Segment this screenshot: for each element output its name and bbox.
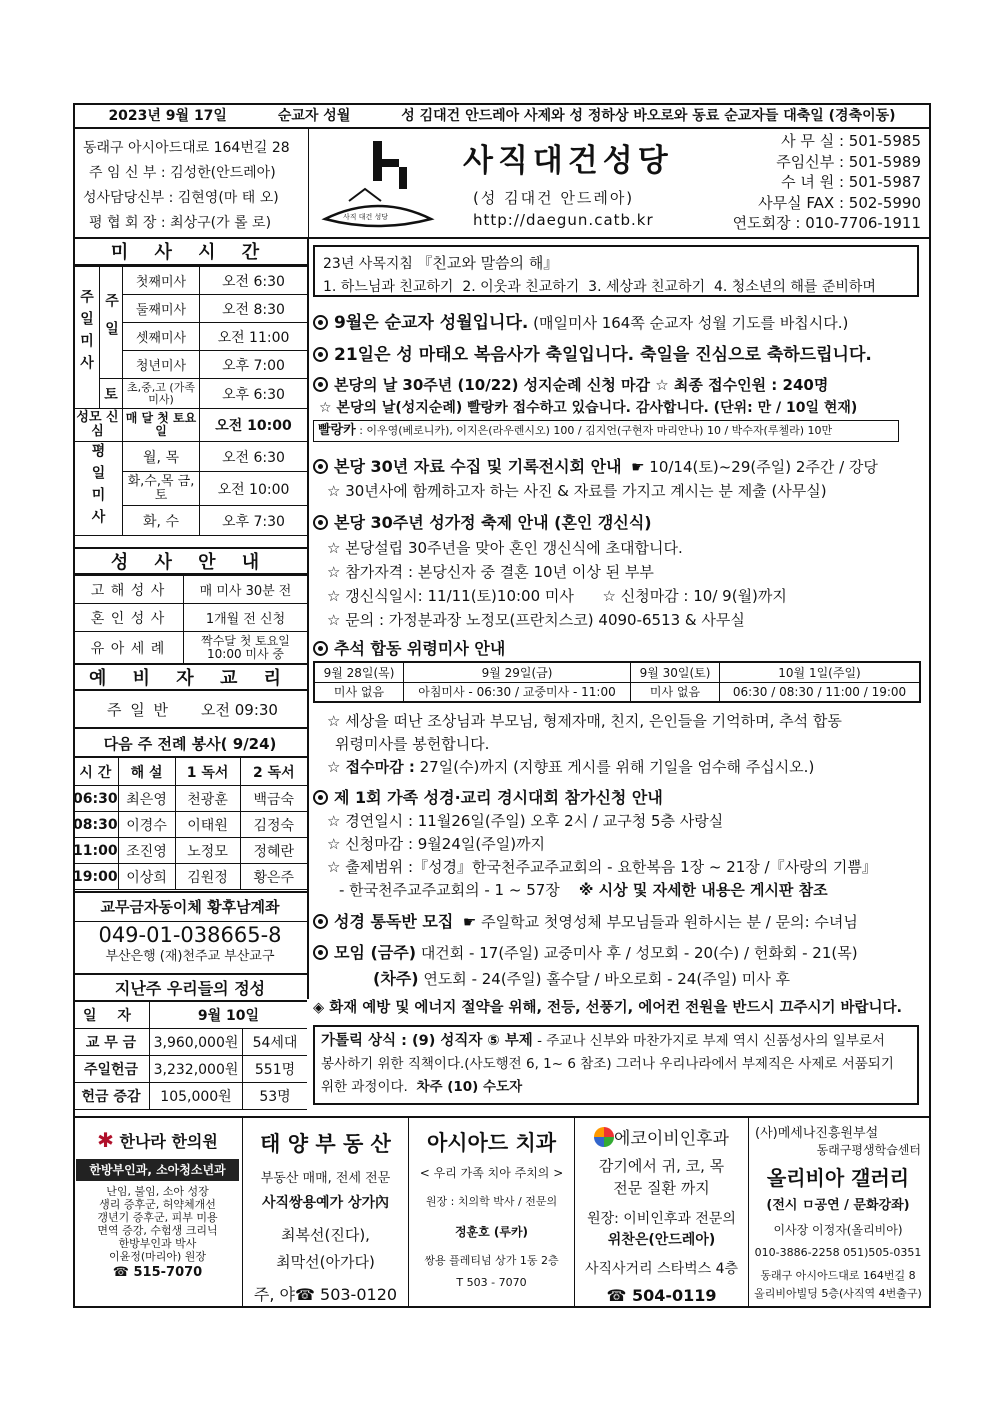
sacrament-value: 매 미사 30분 전 [184,576,308,604]
offering-date: 9월 10일 [150,1002,308,1029]
sacraments-title: 성 사 안 내 [73,547,307,575]
liturgy-title: 다음 주 전례 봉사( 9/24) [73,727,307,757]
contact-office: 사 무 실 : 501-5985 [781,132,921,150]
catechism-class [73,691,307,727]
ad-dental-name: 아시아드 치과 [426,1131,557,1155]
notice-meetings-next: (차주) 연도회 - 24(주일) 홀수달 / 바오로회 - 24(주일) 미사 후 [373,969,791,988]
ad-taeyang-tel: 주, 야☎ 503-0120 [253,1285,398,1304]
chuseok-mass: 미사 없음 [314,682,404,702]
ad-taeyang [243,1118,409,1306]
table-row [73,786,307,812]
festival-line: ☆ 본당설립 30주년을 맞아 혼인 갱신식에 초대합니다. [327,539,683,557]
holy-mass-time: 오전 10:00 [200,409,308,442]
notice-palanca-info: ☆ 본당의 날(성지순례) 빨랑카 접수하고 있습니다. 감사합니다. (단위: 만 / 10일 현재) [319,400,858,416]
mass-name: 셋째미사 [123,323,200,351]
ad-olivia-line: 동래구 아시아드대로 164번길 8 [760,1269,916,1282]
mass-time: 오전 6:30 [200,267,308,295]
pastoral-title: 23년 사목지침 『친교와 말씀의 해』 [323,254,559,272]
church-patron: (성 김대건 안드레아) [473,189,635,207]
notice-martyrs: 9월은 순교자 성월입니다. (매일미사 164쪽 순교자 성월 기도를 바칩시다.) [313,308,848,333]
offering-date-label: 일 자 [73,1002,150,1029]
chuseok-line: 위령미사를 봉헌합니다. [335,735,490,753]
ad-olivia-line: 올리비아빌딩 5층(사직역 4번출구) [754,1287,922,1300]
liturgy-cell: 정혜란 [240,838,307,864]
liturgy-cell: 백금숙 [240,786,307,812]
bullet-icon [313,945,328,960]
offering-amount: 105,000원 [150,1083,243,1110]
parish-address: 동래구 아시아드대로 164번길 28 [83,140,290,156]
festival-line: ☆ 갱신식일시: 11/11(토)10:00 미사 ☆ 신청마감 : 10/ 9(월)까지 [327,587,787,605]
sacrament-name: 혼 인 성 사 [73,604,184,632]
account-number: 049-01-038665-8 [98,923,282,947]
liturgy-cell: 황은주 [240,864,307,890]
liturgy-cell: 조진영 [118,838,175,864]
liturgy-time: 19:00 [73,864,118,890]
chuseok-line: ☆ 세상을 떠난 조상님과 부모님, 형제자매, 친지, 은인들을 기억하며, 추석 합동 [327,712,842,730]
ad-hannara-name: ✱ 한나라 한의원 [97,1128,218,1152]
ad-taeyang-line: 최복선(진다), [281,1226,370,1244]
table-row [73,812,307,838]
catechism-time: 오전 09:30 [201,701,278,719]
holy-label: 성모 신심 [73,409,123,442]
liturgy-cell: 김정숙 [240,812,307,838]
notice-matthew: 21일은 성 마태오 복음사가 축일입니다. 축일을 진심으로 축하드립니다. [313,340,872,365]
mass-name: 청년미사 [123,351,200,379]
contact-yeondo: 연도회장 : 010-7706-1911 [732,214,921,232]
notice-bible-contest: 제 1회 가족 성경·교리 경시대회 참가신청 안내 [313,785,663,808]
ad-eco-line: 감기에서 귀, 코, 목 [598,1157,725,1175]
left-column [73,239,309,999]
catechism-title: 예 비 자 교 리 [73,663,307,691]
liturgy-header: 2 독서 [240,758,307,786]
flower-icon: ✱ [97,1128,114,1152]
info-band [73,129,931,239]
sacrament-value: 짝수달 첫 토요일 10:00 미사 중 [184,632,308,664]
catholic-knowledge-box [313,1025,919,1105]
bullet-icon [313,641,328,656]
ad-taeyang-line: 최막선(아가다) [276,1253,375,1271]
liturgy-header: 시 간 [73,758,118,786]
offering-table [73,1001,307,1110]
ad-eco-name: 에코이비인후과 [575,1124,748,1149]
holy-mass-name: 매 달 첫 토요일 [123,409,200,442]
ad-olivia-line: (사)메세나진흥원부설 [755,1126,879,1141]
bullet-icon [313,459,328,474]
sunday-sub-label: 주일 [100,267,123,379]
mass-time: 오후 7:30 [200,506,308,536]
ad-eco-tel: ☎ 504-0119 [606,1286,717,1305]
liturgy-cell: 이경수 [118,812,175,838]
notice-bible-reading: 성경 통독반 모집 ☛ 주일학교 첫영성체 부모님들과 원하시는 분 / 문의: 수녀님 [313,909,858,932]
pastoral-items: 1. 하느님과 친교하기 2. 이웃과 친교하기 3. 세상과 친교하기 4. 청소년의 해를 준비하며 [323,279,876,295]
offering-count: 551명 [243,1056,308,1083]
mass-time: 오전 6:30 [200,442,308,472]
logo-text: 사직 대건 성당 [343,213,389,221]
ad-olivia-line: 이사장 이정자(올리비아) [773,1223,903,1237]
offering-name: 주일헌금 [73,1056,150,1083]
ad-hannara-body: 난임, 불임, 소아 성장 생리 증후군, 허약체개선 갱년기 증후군, 피부 미용 면역 증강, 수험생 크리닉 한방부인과 박사 이윤정(마리아) 원장 [97,1185,218,1263]
notice-exhibition: 본당 30년 자료 수집 및 기록전시회 안내 ☛ 10/14(토)~29(주일) 2주간 / 강당 [313,454,878,477]
account-bank: 부산은행 (재)천주교 부산교구 [105,949,275,964]
ad-eco-ent [575,1118,749,1306]
offering-name: 헌금 증감 [73,1083,150,1110]
ad-olivia-line: (전시 ㅁ공연 / 문화강좌) [766,1198,910,1213]
contest-line: - 한국천주교주교회의 - 1 ~ 57장 ※ 시상 및 자세한 내용은 게시판 참조 [339,881,828,899]
chuseok-day: 9월 30일(토) [631,662,720,682]
liturgy-time: 08:30 [73,812,118,838]
liturgy-table [73,757,307,890]
ad-taeyang-line: 부동산 매매, 전세 전문 [260,1171,391,1186]
mass-title: 미 사 시 간 [73,239,307,266]
weekday-mass-label: 평일미사 [73,442,123,536]
parish-staff [73,129,309,237]
table-row [73,838,307,864]
offering-count: 54세대 [243,1029,308,1056]
knowledge-line: 가톨릭 상식 : (9) 성직자 ⑤ 부제 - 주교나 신부와 마찬가지로 부제 역시 신품성사의 일부로서 [321,1033,885,1049]
bullet-icon [313,914,328,929]
church-logo [319,137,437,229]
contact-fax: 사무실 FAX : 502-5990 [758,193,921,212]
ad-olivia-gallery [749,1118,927,1306]
festival-line: ☆ 문의 : 가정분과장 노정모(프란치스코) 4090-6513 & 사무실 [327,611,745,629]
notice-chuseok: 추석 합동 위령미사 안내 [313,636,505,659]
chuseok-deadline: ☆ 접수마감 : 27일(수)까지 (지향표 게시를 위해 기일을 엄수해 주십시오.) [327,758,815,776]
notice-pilgrimage: 본당의 날 30주년 (10/22) 성지순례 신청 마감 ☆ 최종 접수인원 : 240명 [313,374,828,395]
ad-hannara-tel: ☎ 515-7070 [112,1265,203,1280]
offering-title: 지난주 우리들의 정성 [73,973,307,1001]
liturgy-header: 1 독서 [175,758,240,786]
account-box [73,891,307,973]
notice-meetings: 모임 (금주) 대건회 - 17(주일) 교중미사 후 / 성모회 - 20(수) / 헌화회 - 21(목) [313,940,858,963]
ad-olivia-line: 동래구평생학습센터 [816,1143,921,1157]
bulletin-header [73,103,931,129]
church-name: 사직대건성당 [463,143,673,179]
mass-table [73,266,307,536]
ad-dental-line: < 우리 가족 치아 주치의 > [419,1166,564,1180]
notice-family-festival: 본당 30주년 성가정 축제 안내 (혼인 갱신식) [313,510,652,533]
chuseok-table [313,661,921,703]
assistant-line: 성사담당신부 : 김현영(마 태 오) [83,190,279,206]
mass-time: 오전 8:30 [200,295,308,323]
saturday-label: 토 [100,379,123,409]
chuseok-day: 9월 28일(목) [314,662,404,682]
liturgy-time: 06:30 [73,786,118,812]
offering-name: 교 무 금 [73,1029,150,1056]
liturgy-cell: 김원정 [175,864,240,890]
ad-dental-line: 정훈호 (루카) [454,1225,529,1239]
ad-olivia-name: 올리비아 갤러리 [766,1166,910,1190]
saturday-mass-name: 초,중,고 (가족미사) [123,379,200,409]
contest-line: ☆ 신청마감 : 9월24일(주일)까지 [327,835,546,853]
ad-dental-tel: T 503 - 7070 [456,1276,527,1289]
offering-amount: 3,232,000원 [150,1056,243,1083]
liturgy-header: 해 설 [118,758,175,786]
feast-title: 성 김대건 안드레아 사제와 성 정하상 바오로와 동료 순교자들 대축일 (경축이동) [401,108,896,124]
sacrament-value: 1개월 전 신청 [184,604,308,632]
offering-amount: 3,960,000원 [150,1029,243,1056]
liturgical-season: 순교자 성월 [277,108,351,124]
contact-pastor: 주임신부 : 501-5989 [776,152,921,171]
mass-time: 오전 11:00 [200,323,308,351]
pastoral-box [313,245,919,297]
liturgy-cell: 노정모 [175,838,240,864]
chuseok-mass: 아침미사 - 06:30 / 교중미사 - 11:00 [404,682,631,702]
church-url[interactable]: http://daegun.catb.kr [473,211,654,229]
mass-name: 화,수,목 금, 토 [123,472,200,506]
ad-eco-line: 원장: 이비인후과 전문의 [587,1211,736,1227]
ad-olivia-line: 010-3886-2258 051)505-0351 [754,1246,922,1259]
ad-eco-line: 전문 질환 까지 [613,1179,710,1197]
ad-dental-line: 쌍용 플레티넘 상가 1동 2층 [424,1254,559,1267]
liturgy-cell: 최은영 [118,786,175,812]
ad-asiad-dental [409,1118,575,1306]
eco-logo-icon [594,1127,614,1147]
notices [313,306,925,1016]
ad-eco-line: 사직사거리 스타벅스 4층 [584,1261,739,1277]
bullet-icon [313,790,328,805]
mass-name: 첫째미사 [123,267,200,295]
liturgy-cell: 이상희 [118,864,175,890]
offering-count: 53명 [243,1083,308,1110]
liturgy-cell: 천광훈 [175,786,240,812]
bullet-icon [313,377,328,392]
chuseok-day: 10월 1일(주일) [720,662,921,682]
notice-fire-safety: ◈ 화재 예방 및 에너지 절약을 위해, 전등, 선풍기, 에어컨 전원을 반드시 끄주시기 바랍니다. [313,1000,903,1016]
notice-exhibition-detail: ☆ 30년사에 함께하고자 하는 사진 & 자료를 가지고 계시는 분 제출 (사무실) [327,482,827,500]
liturgy-time: 11:00 [73,838,118,864]
mass-time: 오후 7:00 [200,351,308,379]
sacrament-name: 고 해 성 사 [73,576,184,604]
bullet-icon [313,515,328,530]
chuseok-mass: 미사 없음 [631,682,720,702]
ad-hannara-band: 한방부인과, 소아청소년과 [76,1159,239,1181]
mass-name: 둘째미사 [123,295,200,323]
bullet-icon [313,347,328,362]
ad-eco-line: 위찬은(안드레아) [607,1232,716,1248]
account-title: 교무금자동이체 황후남계좌 [73,893,307,922]
liturgy-cell: 이태원 [175,812,240,838]
ad-hannara [73,1118,243,1306]
knowledge-line: 봉사하기 위한 직책이다.(사도행전 6, 1~ 6 참조) 그러나 우리나라에서 부제직은 사제로 서품되기 [321,1056,894,1072]
ads-band [73,1116,931,1308]
catechism-day: 주 일 반 [107,701,171,719]
table-row [73,864,307,890]
sunday-mass-label: 주일미사 [73,267,100,409]
mass-name: 화, 수 [123,506,200,536]
festival-line: ☆ 참가자격 : 본당신자 중 결혼 10년 이상 된 부부 [327,563,654,581]
bullet-icon [313,315,328,330]
contact-list [699,131,929,235]
council-line: 평 협 회 장 : 최상구(가 롤 로) [89,215,272,231]
mass-time: 오전 10:00 [200,472,308,506]
contact-convent: 수 녀 원 : 501-5987 [781,173,921,191]
contest-line: ☆ 출제범위 :『성경』한국천주교주교회의 - 요한복음 1장 ~ 21장 /『사랑의 기쁨』 [327,858,877,876]
ad-taeyang-name: 태 양 부 동 산 [260,1132,391,1156]
ad-dental-line: 원장 : 치의학 박사 / 전문의 [425,1195,558,1208]
contest-line: ☆ 경연일시 : 11월26일(주일) 오후 2시 / 교구청 5층 사랑실 [327,812,724,830]
sacrament-name: 유 아 세 례 [73,632,184,664]
pastor-line: 주 임 신 부 : 김성한(안드레아) [89,165,276,181]
chuseok-mass: 06:30 / 08:30 / 11:00 / 19:00 [720,682,921,702]
bulletin-date: 2023년 9월 17일 [108,108,227,124]
sacraments-table [73,575,307,664]
saturday-mass-time: 오후 6:30 [200,379,308,409]
palanca-box: 빨랑카 : 이우영(베로니카), 이지은(라우렌시오) 100 / 김지언(구현자 마리안나) 10 / 박수자(루첼라) 10만 [313,420,899,442]
chuseok-day: 9월 29일(금) [404,662,631,682]
knowledge-line: 위한 과정이다. 차주 (10) 수도자 [321,1079,523,1095]
mass-name: 월, 목 [123,442,200,472]
ad-taeyang-line: 사직쌍용예가 상가內 [261,1195,390,1211]
